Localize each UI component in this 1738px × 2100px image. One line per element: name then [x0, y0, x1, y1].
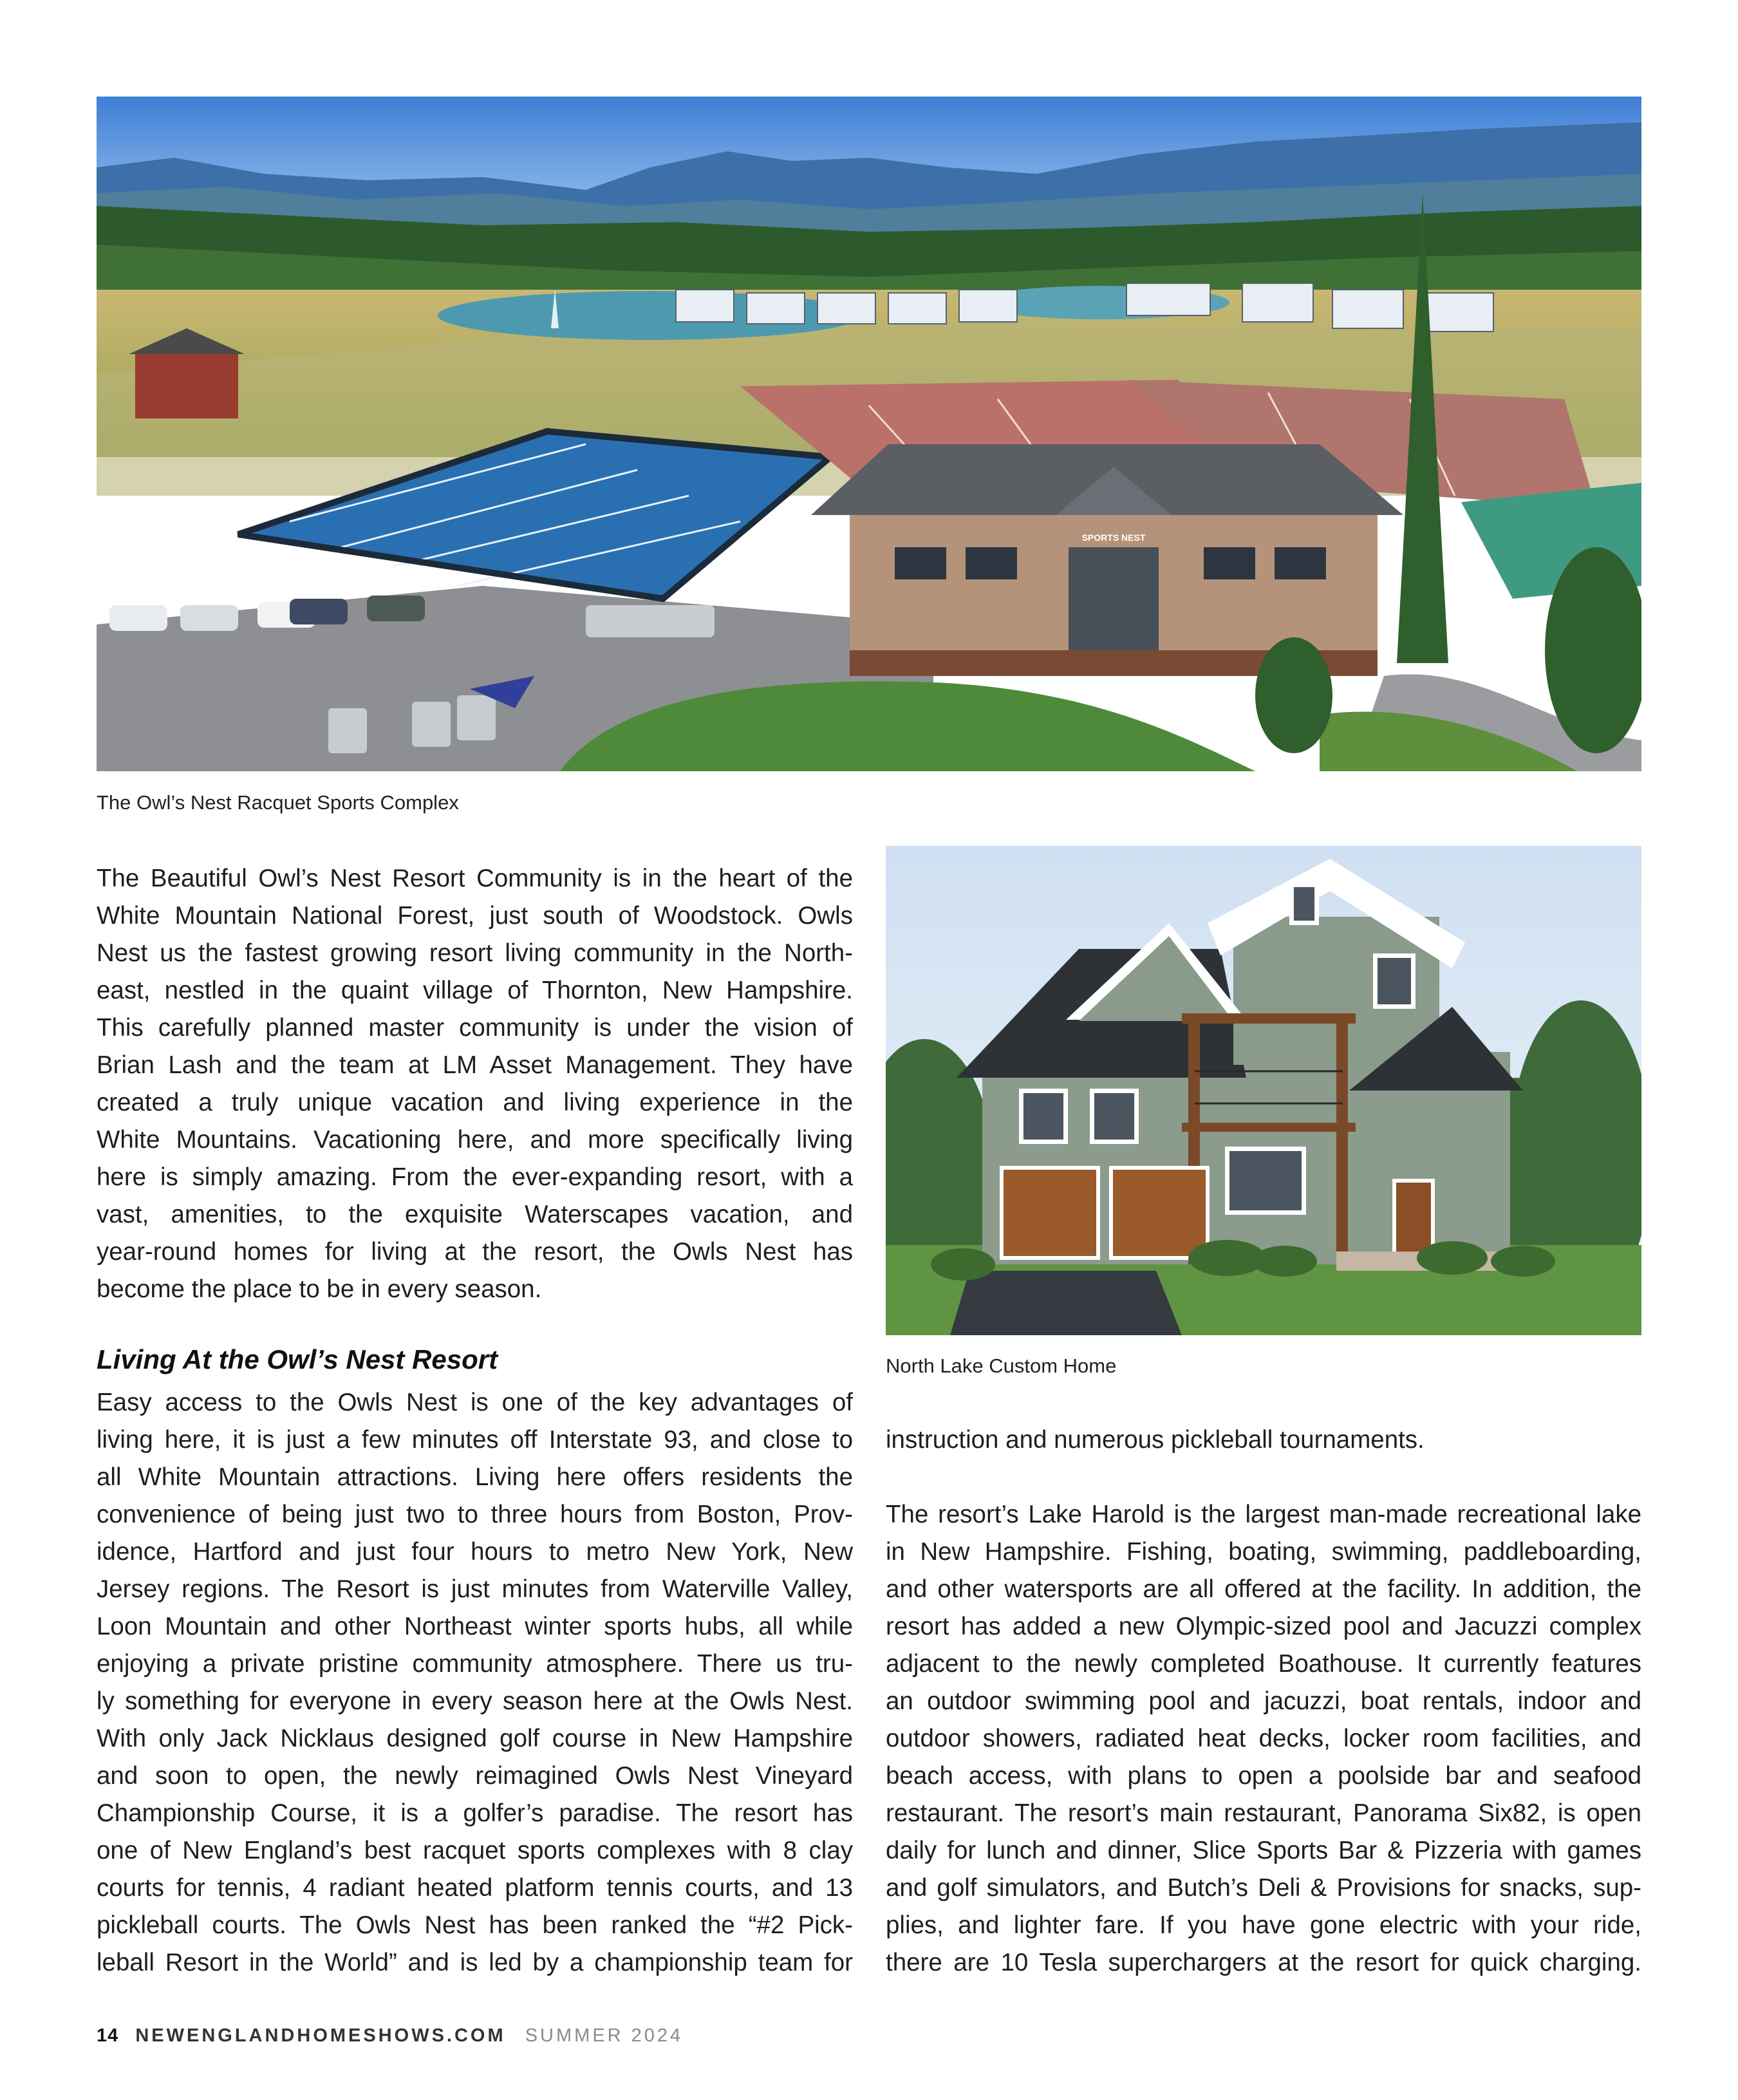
intro-paragraph: [97, 860, 853, 1308]
text-line: The Beautiful Owl’s Nest Resort Community is in the heart of the: [97, 865, 853, 892]
text-line: courts for tennis, 4 radiant heated platform tennis courts, and 13: [97, 1874, 853, 1902]
text-line: Easy access to the Owls Nest is one of the key advantages of: [97, 1389, 853, 1416]
text-line: Loon Mountain and other Northeast winter sports hubs, all while: [97, 1613, 853, 1640]
text-line: idence, Hartford and just four hours to metro New York, New: [97, 1538, 853, 1566]
footer-site: NEWENGLANDHOMESHOWS.COM: [135, 2025, 506, 2046]
page-footer: [97, 2025, 683, 2047]
text-line: instruction and numerous pickleball tournaments.: [886, 1426, 1425, 1454]
text-line: and soon to open, the newly reimagined Owls Nest Vineyard: [97, 1762, 853, 1790]
text-line: here is simply amazing. From the ever-expanding resort, with a: [97, 1163, 853, 1191]
footer-issue: SUMMER 2024: [525, 2025, 684, 2046]
text-line: White Mountains. Vacationing here, and more specifically living: [97, 1126, 853, 1154]
text-line: The resort’s Lake Harold is the largest man-made recreational lake: [886, 1501, 1641, 1528]
text-line: plies, and lighter fare. If you have gone electric with your ride,: [886, 1911, 1641, 1939]
text-line: one of New England’s best racquet sports complexes with 8 clay: [97, 1837, 853, 1864]
text-line: and other watersports are all offered at the facility. In addition, the: [886, 1575, 1641, 1603]
text-line: White Mountain National Forest, just south of Woodstock. Owls: [97, 902, 853, 930]
text-line: leball Resort in the World” and is led by a championship team for: [97, 1949, 853, 1976]
text-line: pickleball courts. The Owls Nest has been ranked the “#2 Pick-: [97, 1911, 853, 1939]
text-line: Championship Course, it is a golfer’s paradise. The resort has: [97, 1799, 853, 1827]
text-line: created a truly unique vacation and living experience in the: [97, 1089, 853, 1116]
text-line: Jersey regions. The Resort is just minutes from Waterville Valley,: [97, 1575, 853, 1603]
hero-photo-caption: The Owl’s Nest Racquet Sports Complex: [97, 791, 459, 814]
text-line: Nest us the fastest growing resort living community in the North-: [97, 939, 853, 967]
text-line: outdoor showers, radiated heat decks, locker room facilities, and: [886, 1725, 1641, 1752]
text-line: daily for lunch and dinner, Slice Sports Bar & Pizzeria with games: [886, 1837, 1641, 1864]
home-photo-caption: North Lake Custom Home: [886, 1355, 1117, 1377]
clubhouse-sign: SPORTS NEST: [1081, 532, 1146, 543]
home-photo: [886, 846, 1641, 1335]
text-line: east, nestled in the quaint village of Thornton, New Hampshire.: [97, 977, 853, 1004]
text-line: an outdoor swimming pool and jacuzzi, boat rentals, indoor and: [886, 1687, 1641, 1715]
text-line: ly something for everyone in every season here at the Owls Nest.: [97, 1687, 853, 1715]
text-line: adjacent to the newly completed Boathouse. It currently features: [886, 1650, 1641, 1678]
text-line: convenience of being just two to three hours from Boston, Prov-: [97, 1501, 853, 1528]
text-line: beach access, with plans to open a poolside bar and seafood: [886, 1762, 1641, 1790]
hero-photo: [97, 97, 1641, 771]
text-line: all White Mountain attractions. Living here offers residents the: [97, 1463, 853, 1491]
living-paragraph: [97, 1384, 853, 1982]
text-line: restaurant. The resort’s main restaurant, Panorama Six82, is open: [886, 1799, 1641, 1827]
text-line: resort has added a new Olympic-sized pool and Jacuzzi complex: [886, 1613, 1641, 1640]
section-heading: Living At the Owl’s Nest Resort: [97, 1344, 498, 1374]
text-line: This carefully planned master community is under the vision of: [97, 1014, 853, 1042]
text-line: living here, it is just a few minutes off Interstate 93, and close to: [97, 1426, 853, 1454]
text-line: Brian Lash and the team at LM Asset Management. They have: [97, 1051, 853, 1079]
text-line: year-round homes for living at the resort, the Owls Nest has: [97, 1238, 853, 1266]
text-line: vast, amenities, to the exquisite Waterscapes vacation, and: [97, 1201, 853, 1228]
text-line: With only Jack Nicklaus designed golf course in New Hampshire: [97, 1725, 853, 1752]
page-number: 14: [97, 2025, 119, 2046]
text-line: and golf simulators, and Butch’s Deli & Provisions for snacks, sup-: [886, 1874, 1641, 1902]
text-line: in New Hampshire. Fishing, boating, swimming, paddleboarding,: [886, 1538, 1641, 1566]
text-line: enjoying a private pristine community atmosphere. There us tru-: [97, 1650, 853, 1678]
text-line: become the place to be in every season.: [97, 1275, 542, 1303]
continuation-paragraph: [886, 1421, 1641, 1459]
lake-paragraph: [886, 1496, 1641, 1982]
text-line: there are 10 Tesla superchargers at the resort for quick charging.: [886, 1949, 1641, 1976]
